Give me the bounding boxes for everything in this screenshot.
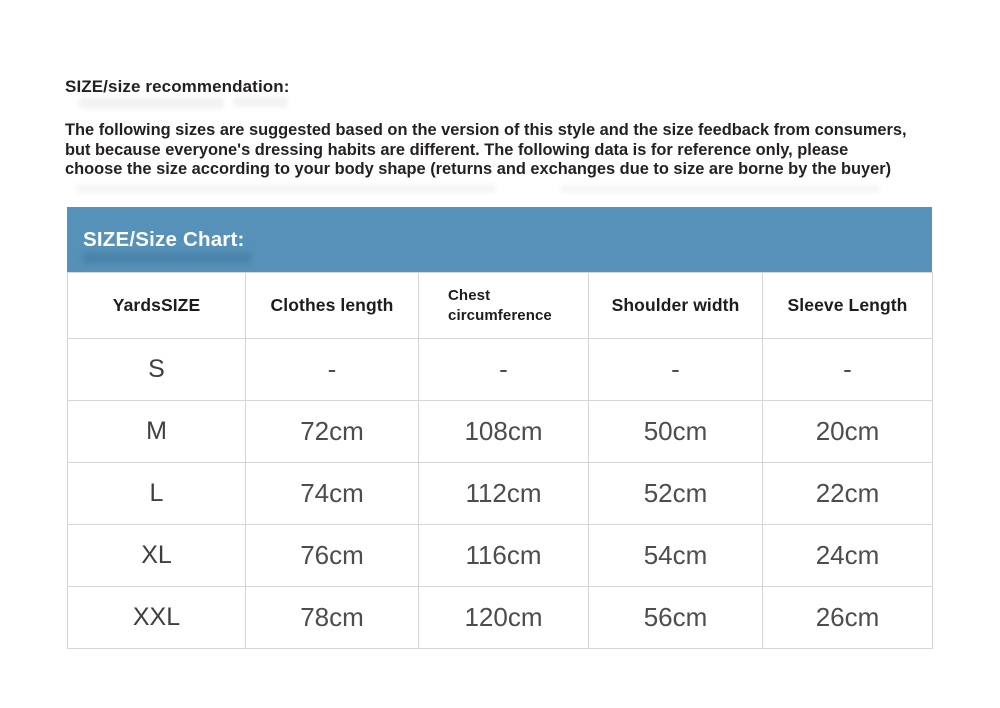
cell-shoulder-width: 52cm <box>589 463 763 525</box>
cell-clothes-length: 76cm <box>246 525 419 587</box>
table-row-l <box>68 463 933 525</box>
column-header-shoulder-width: Shoulder width <box>589 273 763 339</box>
translation-artifact <box>233 97 288 107</box>
column-header-yards-size: YardsSIZE <box>68 273 246 339</box>
size-chart-title: SIZE/Size Chart: <box>83 227 245 251</box>
cell-clothes-length: - <box>246 339 419 401</box>
size-table <box>67 272 933 649</box>
cell-sleeve-length: 20cm <box>763 401 933 463</box>
translation-artifact <box>83 252 251 264</box>
cell-clothes-length: 78cm <box>246 587 419 649</box>
table-row-m <box>68 401 933 463</box>
recommendation-line: choose the size according to your body shape (returns and exchanges due to size are borne by the buyer) <box>65 160 892 178</box>
recommendation-paragraph <box>65 121 907 180</box>
cell-shoulder-width: 50cm <box>589 401 763 463</box>
translation-artifact <box>76 184 496 193</box>
cell-sleeve-length: 24cm <box>763 525 933 587</box>
column-header-chest-circumference-label: Chest circumference <box>448 286 552 324</box>
size-table-header-row <box>68 273 933 339</box>
cell-sleeve-length: - <box>763 339 933 401</box>
cell-shoulder-width: 54cm <box>589 525 763 587</box>
cell-sleeve-length: 22cm <box>763 463 933 525</box>
cell-shoulder-width: - <box>589 339 763 401</box>
cell-clothes-length: 72cm <box>246 401 419 463</box>
cell-chest-circumference: - <box>419 339 589 401</box>
cell-chest-circumference: 112cm <box>419 463 589 525</box>
table-row-s <box>68 339 933 401</box>
cell-size: S <box>68 339 246 401</box>
cell-size: XXL <box>68 587 246 649</box>
translation-artifact <box>560 185 880 193</box>
cell-clothes-length: 74cm <box>246 463 419 525</box>
size-chart-title-bar <box>67 207 932 272</box>
cell-sleeve-length: 26cm <box>763 587 933 649</box>
size-chart-section <box>67 207 932 649</box>
translation-artifact <box>79 97 224 109</box>
cell-size: L <box>68 463 246 525</box>
cell-chest-circumference: 120cm <box>419 587 589 649</box>
table-row-xxl <box>68 587 933 649</box>
column-header-clothes-length: Clothes length <box>246 273 419 339</box>
cell-size: M <box>68 401 246 463</box>
column-header-sleeve-length: Sleeve Length <box>763 273 933 339</box>
recommendation-heading: SIZE/size recommendation: <box>65 77 290 96</box>
cell-shoulder-width: 56cm <box>589 587 763 649</box>
recommendation-line: The following sizes are suggested based on the version of this style and the size feedback from consumers, <box>65 121 907 139</box>
cell-chest-circumference: 116cm <box>419 525 589 587</box>
cell-chest-circumference: 108cm <box>419 401 589 463</box>
table-row-xl <box>68 525 933 587</box>
cell-size: XL <box>68 525 246 587</box>
recommendation-line: but because everyone's dressing habits are different. The following data is for reference only, please <box>65 140 849 159</box>
column-header-chest-circumference <box>419 273 589 339</box>
